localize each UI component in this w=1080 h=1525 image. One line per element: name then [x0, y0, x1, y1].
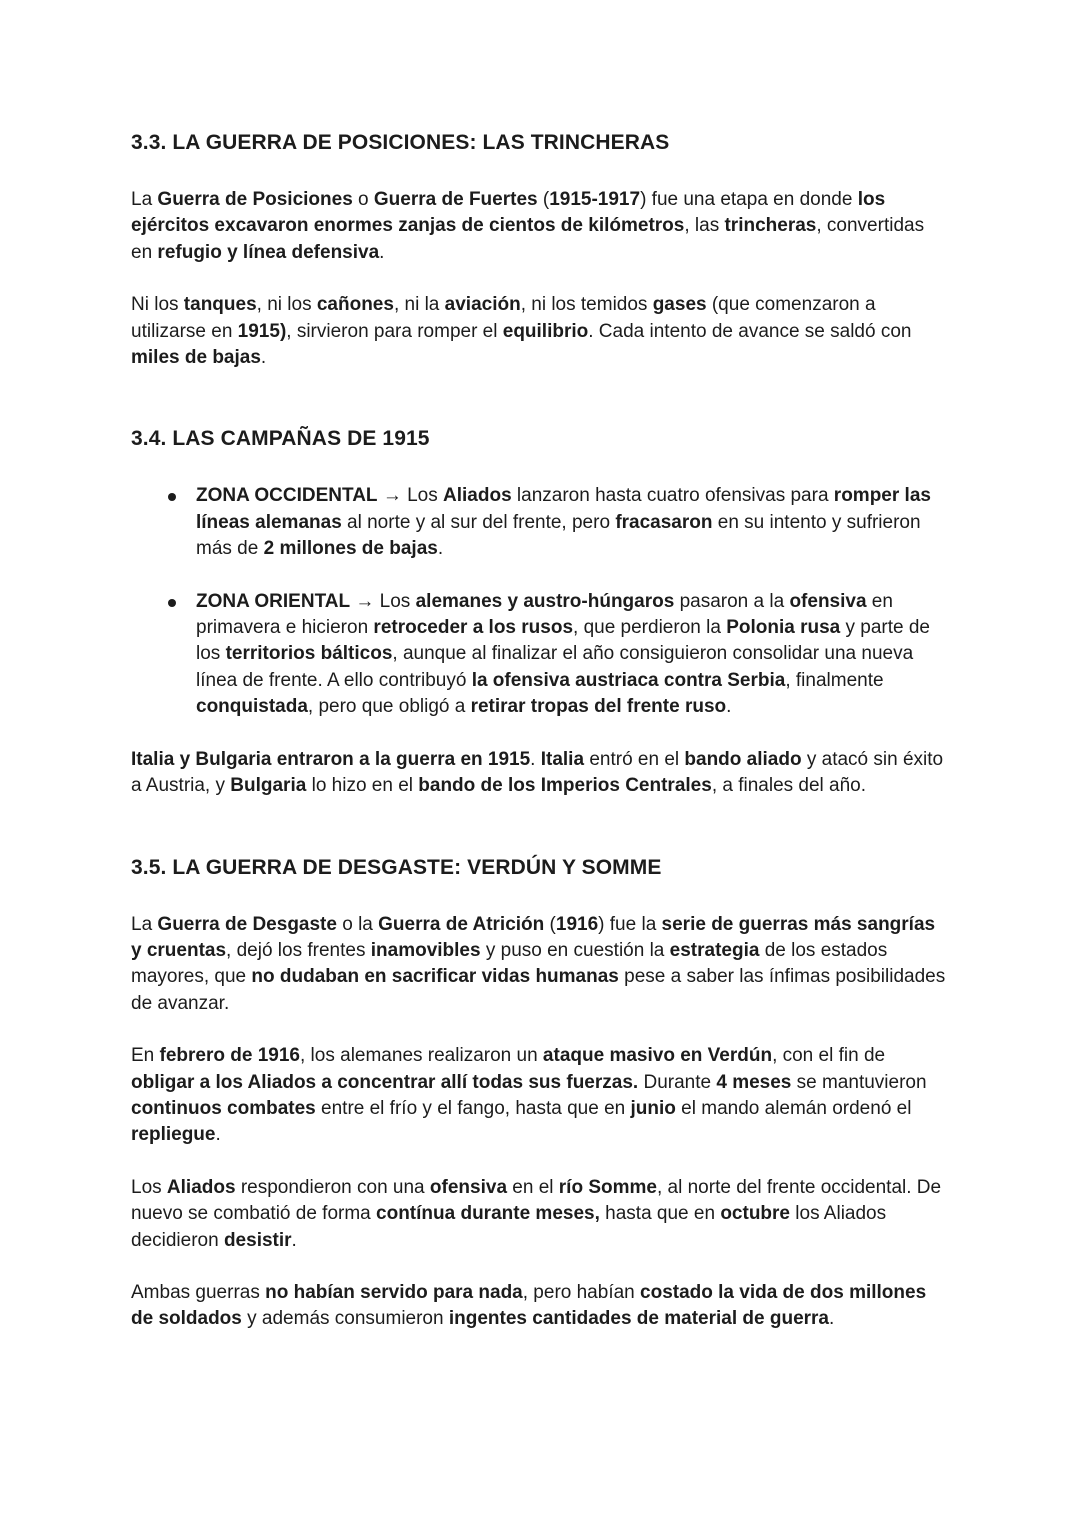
bold-text: Aliados [443, 485, 512, 507]
bold-text: gases [652, 294, 707, 316]
bold-text: Guerra de Posiciones [157, 189, 353, 210]
bold-text: repliegue [131, 1124, 216, 1146]
bold-text: río Somme [558, 1176, 657, 1198]
paragraph: Italia y Bulgaria entraron a la guerra en 1915. Italia entró en el bando aliado y atacó sin éxito a Austria, y Bulgaria lo hizo en el bando de los Imperios Centrales, a finales del año. [131, 748, 944, 797]
bold-text: bando de los Imperios Centrales [418, 775, 712, 797]
bold-text: ZONA ORIENTAL [196, 590, 351, 612]
bold-text: ataque masivo en Verdún [542, 1045, 773, 1067]
bold-text: Bulgaria [230, 775, 307, 797]
bold-text: 1915-1917 [549, 189, 641, 210]
bold-text: conquistada [196, 696, 308, 718]
bold-text: territorios bálticos [225, 643, 393, 665]
bold-text: desistir [223, 1229, 292, 1251]
bold-text: Italia [540, 748, 585, 770]
bold-text: 1915) [237, 320, 287, 342]
bullet-icon [168, 493, 176, 501]
list-item [131, 483, 946, 562]
bold-text: refugio y línea defensiva [157, 241, 380, 263]
bold-text: inamovibles [370, 939, 481, 961]
bold-text: ofensiva [429, 1176, 508, 1198]
bold-text: los ejércitos excavaron enormes zanjas de cientos de kilómetros [131, 189, 886, 237]
paragraph: En febrero de 1916, los alemanes realizaron un ataque masivo en Verdún, con el fin de obligar a los Aliados a concentrar allí todas sus fuerzas. Durante 4 meses se mantuvieron continuos combates entre el frío y el fango, hasta que en junio el mando alemán ordenó el repliegue. [131, 1045, 927, 1146]
paragraph: La Guerra de Posiciones o Guerra de Fuertes (1915-1917) fue una etapa en donde los ejércitos excavaron enormes zanjas de cientos de kilómetros, las trincheras, convertidas en refugio y línea defensiva. [131, 189, 925, 263]
bold-text: miles de bajas [131, 347, 261, 369]
bold-text: no habían servido para nada [265, 1281, 523, 1303]
bold-text: Italia y Bulgaria entraron a la guerra en 1915 [131, 748, 531, 770]
bold-text: 2 millones de bajas [263, 538, 438, 560]
bold-text: bando aliado [684, 748, 802, 770]
bullet-list [131, 483, 946, 720]
bold-text: ZONA OCCIDENTAL [196, 485, 378, 507]
bold-text: junio [630, 1097, 676, 1119]
list-item-text: ZONA ORIENTAL → Los alemanes y austro-húngaros pasaron a la ofensiva en primavera e hicieron retroceder a los rusos, que perdieron la Polonia rusa y parte de los territorios bálticos, aunque al finalizar el año consiguieron consolidar una nueva línea de frente. A ello contribuyó la ofensiva austriaca contra Serbia, finalmente conquistada, pero que obligó a retirar tropas del frente ruso. [196, 590, 930, 718]
list-item-text: ZONA OCCIDENTAL → Los Aliados lanzaron hasta cuatro ofensivas para romper las líneas alemanas al norte y al sur del frente, pero fracasaron en su intento y sufrieron más de 2 millones de bajas. [196, 485, 931, 560]
bold-text: contínua durante meses, [376, 1203, 600, 1225]
bold-text: serie de guerras más sangrías y cruentas [131, 913, 936, 961]
bold-text: ofensiva [789, 590, 867, 612]
bold-text: 4 meses [716, 1071, 792, 1093]
bold-text: cañones [316, 294, 394, 316]
section-title-3-5: 3.5. LA GUERRA DE DESGASTE: VERDÚN Y SOMME [131, 855, 662, 879]
bold-text: Guerra de Desgaste [157, 913, 337, 935]
paragraph: Los Aliados respondieron con una ofensiva en el río Somme, al norte del frente occidental. De nuevo se combatió de forma contínua durante meses, hasta que en octubre los Aliados decidieron desistir. [131, 1176, 942, 1251]
bold-text: trincheras [724, 215, 817, 237]
bold-text: fracasaron [615, 511, 713, 533]
bold-text: Guerra de Fuertes [373, 189, 538, 210]
section-title-3-4: 3.4. LAS CAMPAÑAS DE 1915 [131, 427, 430, 451]
bold-text: continuos combates [131, 1097, 316, 1119]
bold-text: Guerra de Atrición [378, 913, 545, 935]
section-title-3-3: 3.3. LA GUERRA DE POSICIONES: LAS TRINCHERAS [131, 131, 670, 154]
bold-text: Polonia rusa [726, 617, 841, 639]
bold-text: tanques [183, 294, 257, 316]
bold-text: estrategia [669, 939, 760, 961]
bold-text: febrero de 1916 [159, 1045, 300, 1067]
bold-text: octubre [720, 1203, 790, 1225]
list-item [131, 589, 946, 721]
bold-text: costado la vida de dos millones de soldados [131, 1281, 927, 1330]
bold-text: no dudaban en sacrificar vidas humanas [251, 966, 619, 988]
paragraph: Ambas guerras no habían servido para nada, pero habían costado la vida de dos millones de soldados y además consumieron ingentes cantidades de material de guerra. [131, 1281, 927, 1330]
bold-text: equilibrio [502, 320, 589, 342]
bold-text: aviación [444, 294, 521, 316]
bold-text: romper las líneas alemanas [196, 485, 931, 533]
document-page [131, 128, 946, 1333]
bold-text: ingentes cantidades de material de guerra [448, 1308, 829, 1330]
bold-text: alemanes y austro-húngaros [415, 590, 675, 612]
bold-text: retirar tropas del frente ruso [470, 696, 727, 718]
bold-text: la ofensiva austriaca contra Serbia [471, 669, 786, 691]
bullet-icon [168, 599, 176, 607]
bold-text: retroceder a los rusos [373, 617, 574, 639]
paragraph: La Guerra de Desgaste o la Guerra de Atrición (1916) fue la serie de guerras más sangrías y cruentas, dejó los frentes inamovibles y puso en cuestión la estrategia de los estados mayores, que no dudaban en sacrificar vidas humanas pese a saber las ínfimas posibilidades de avanzar. [131, 913, 946, 1014]
paragraph: Ni los tanques, ni los cañones, ni la aviación, ni los temidos gases (que comenzaron a utilizarse en 1915), sirvieron para romper el equilibrio. Cada intento de avance se saldó con miles de bajas. [131, 294, 912, 369]
bold-text: obligar a los Aliados a concentrar allí todas sus fuerzas. [131, 1071, 639, 1093]
bold-text: Aliados [166, 1176, 236, 1198]
bold-text: 1916 [555, 913, 599, 935]
